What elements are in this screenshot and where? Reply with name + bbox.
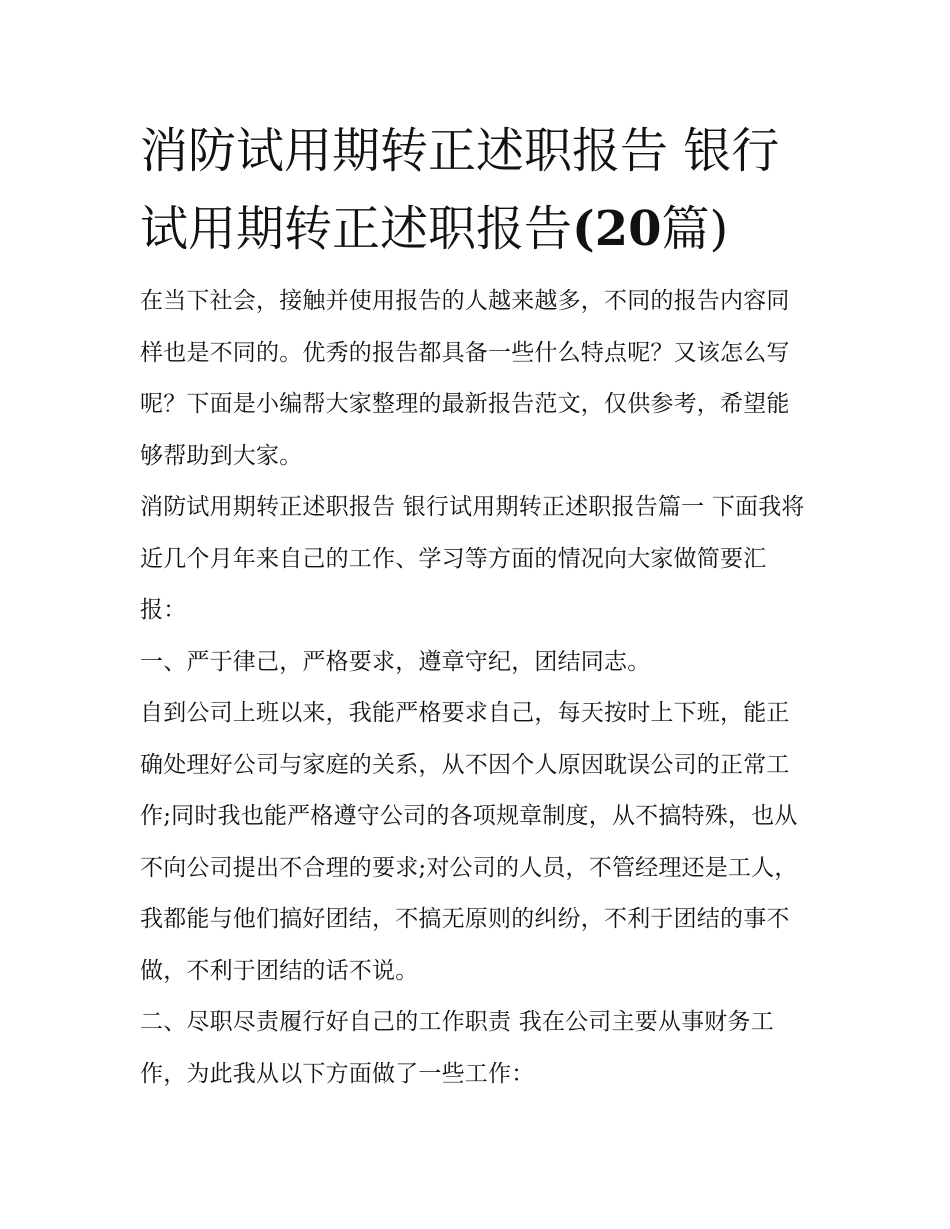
section-one-intro-paragraph: 消防试用期转正述职报告 银行试用期转正述职报告篇一 下面我将近几个月年来自己的工作、学习等方面的情况向大家做简要汇报： — [140, 494, 805, 623]
intro-paragraph: 在当下社会，接触并使用报告的人越来越多，不同的报告内容同样也是不同的。优秀的报告都具备一些什么特点呢？又该怎么写呢？下面是小编帮大家整理的最新报告范文，仅供参考，希望能够帮助到大家。 — [140, 288, 790, 469]
title-text: 消防试用期转正述职报告 银行试用期转正述职报告 — [140, 123, 780, 257]
title-count: (20 — [572, 201, 662, 257]
heading-one: 一、严于律己，严格要求，遵章守纪，团结同志。 — [140, 648, 651, 675]
title-suffix: 篇) — [661, 201, 729, 257]
document-body — [140, 112, 812, 1100]
document-title — [140, 112, 812, 268]
discipline-paragraph: 自到公司上班以来，我能严格要求自己，每天按时上下班，能正确处理好公司与家庭的关系，从不因个人原因耽误公司的正常工作;同时我也能严格遵守公司的各项规章制度，从不搞特殊，也从不向公司提出不合理的要求;对公司的人员，不管经理还是工人，我都能与他们搞好团结，不搞无原则的纠纷，不利于团结的事不做，不利于团结的话不说。 — [140, 700, 798, 984]
heading-two: 二、尽职尽责履行好自己的工作职责 我在公司主要从事财务工作，为此我从以下方面做了一些工作： — [140, 1009, 774, 1087]
